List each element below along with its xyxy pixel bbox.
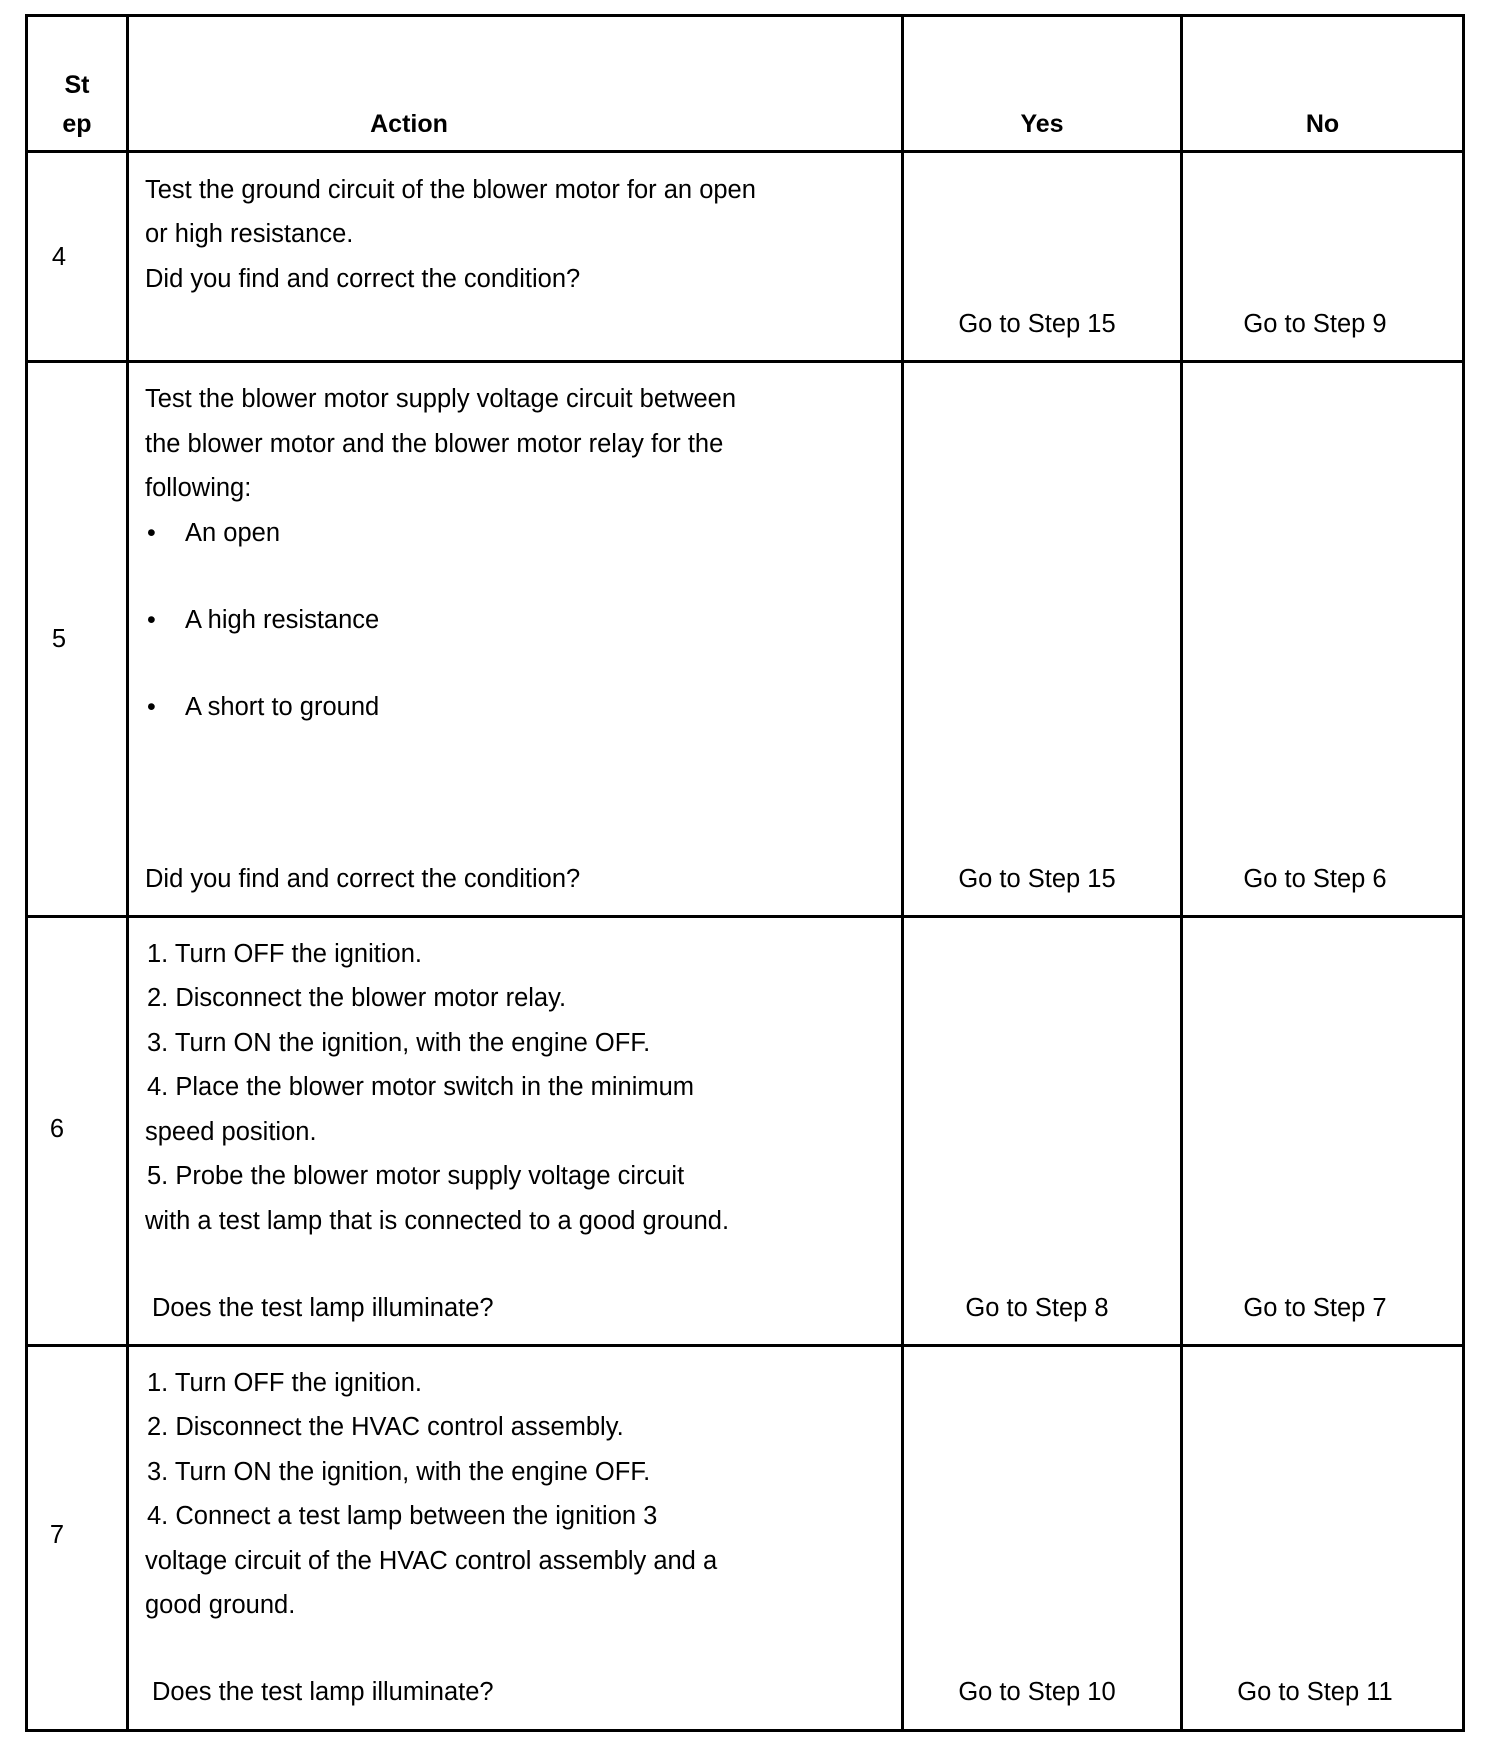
bullet-item: An open — [185, 519, 281, 547]
column-divider — [126, 14, 129, 1732]
no-result: Go to Step 9 — [1243, 310, 1387, 338]
action-line: 3. Turn ON the ignition, with the engine OFF. — [147, 1029, 651, 1057]
action-line: Test the blower motor supply voltage circuit between — [145, 385, 737, 413]
action-line: following: — [145, 474, 252, 502]
step-number: 7 — [49, 1521, 65, 1549]
step-number: 4 — [51, 243, 67, 271]
bullet-icon: • — [147, 693, 156, 721]
bullet-icon: • — [147, 606, 156, 634]
action-line: 2. Disconnect the blower motor relay. — [147, 984, 567, 1012]
table-border-top — [25, 14, 1465, 17]
action-line: 1. Turn OFF the ignition. — [147, 940, 422, 968]
action-line: the blower motor and the blower motor relay for the — [145, 430, 724, 458]
row-divider — [25, 360, 1465, 363]
bullet-item: A short to ground — [185, 693, 380, 721]
table-border-bottom — [25, 1729, 1465, 1732]
step-number: 5 — [51, 625, 67, 653]
action-line: 4. Connect a test lamp between the ignition 3 — [147, 1502, 658, 1530]
no-result: Go to Step 7 — [1243, 1294, 1387, 1322]
row-divider — [25, 915, 1465, 918]
action-line: voltage circuit of the HVAC control assembly and a — [145, 1547, 718, 1575]
diagnostic-table — [25, 14, 1465, 1732]
bullet-item: A high resistance — [185, 606, 380, 634]
action-question: Does the test lamp illuminate? — [152, 1294, 494, 1322]
table-border-right — [1462, 14, 1465, 1732]
header-step: St ep — [62, 71, 92, 138]
action-line: 4. Place the blower motor switch in the minimum — [147, 1073, 695, 1101]
action-question: Did you find and correct the condition? — [145, 865, 581, 893]
action-line: speed position. — [145, 1118, 317, 1146]
action-question: Does the test lamp illuminate? — [152, 1678, 494, 1706]
action-question: Did you find and correct the condition? — [145, 265, 581, 293]
bullet-icon: • — [147, 519, 156, 547]
action-line: with a test lamp that is connected to a good ground. — [145, 1207, 730, 1235]
action-line: 1. Turn OFF the ignition. — [147, 1369, 422, 1397]
no-result: Go to Step 11 — [1237, 1678, 1393, 1706]
action-line: 5. Probe the blower motor supply voltage circuit — [147, 1162, 685, 1190]
header-yes: Yes — [1020, 110, 1064, 138]
action-line: Test the ground circuit of the blower motor for an open — [145, 176, 756, 204]
yes-result: Go to Step 15 — [958, 865, 1116, 893]
action-line: 2. Disconnect the HVAC control assembly. — [147, 1413, 624, 1441]
yes-result: Go to Step 8 — [965, 1294, 1109, 1322]
action-line: or high resistance. — [145, 220, 354, 248]
action-line: 3. Turn ON the ignition, with the engine OFF. — [147, 1458, 651, 1486]
yes-result: Go to Step 15 — [958, 310, 1116, 338]
action-line: good ground. — [145, 1591, 296, 1619]
header-divider — [25, 150, 1465, 153]
yes-result: Go to Step 10 — [958, 1678, 1116, 1706]
header-action: Action — [370, 110, 448, 138]
header-no: No — [1305, 110, 1340, 138]
row-divider — [25, 1344, 1465, 1347]
no-result: Go to Step 6 — [1243, 865, 1387, 893]
step-number: 6 — [49, 1115, 65, 1143]
